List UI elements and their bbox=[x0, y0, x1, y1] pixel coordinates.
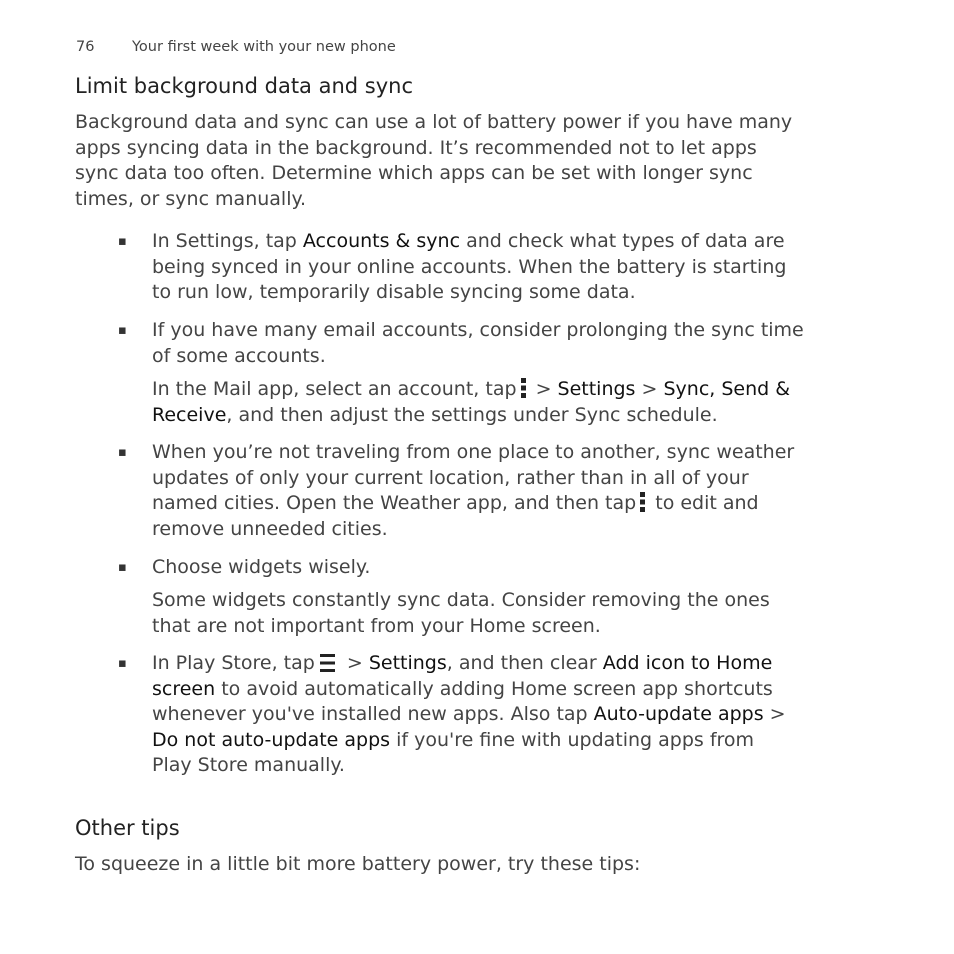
intro-line: Background data and sync can use a lot of battery power if you have many bbox=[75, 111, 793, 133]
ui-label-settings: Settings bbox=[557, 378, 636, 400]
ui-label-settings: Settings bbox=[368, 652, 447, 674]
list-item-text: In Play Store, tap > Settings, and then clear Add icon to Home screen to avoid automatically adding Home screen app shortcuts whenever you've installed new apps. Also tap Auto-update apps > Do not auto-update apps if you're fine with updating apps from Play Store manually. bbox=[152, 652, 786, 776]
intro-line: apps syncing data in the background. It’s recommended not to let apps bbox=[75, 136, 757, 159]
section-intro-paragraph bbox=[75, 110, 875, 212]
menu-dots-icon bbox=[639, 492, 646, 512]
intro-line: times, or sync manually. bbox=[75, 187, 307, 210]
ui-label-accounts-sync: Accounts & sync bbox=[302, 230, 461, 252]
hamburger-icon bbox=[319, 652, 337, 674]
ui-label-receive: Receive bbox=[152, 403, 227, 426]
bullet-marker: ▪ bbox=[118, 323, 127, 338]
list-item-text: When you’re not traveling from one place to another, sync weather updates of only your current location, rather than in all of your named cities. Open the Weather app, and then tap to edit and remove unneeded cities. bbox=[152, 441, 795, 540]
other-tips-intro: To squeeze in a little bit more battery power, try these tips: bbox=[75, 853, 641, 875]
chapter-title: Your first week with your new phone bbox=[132, 39, 396, 55]
ui-label-do-not-auto-update: Do not auto-update apps bbox=[152, 728, 391, 751]
running-header bbox=[76, 39, 396, 55]
bullet-marker: ▪ bbox=[118, 445, 127, 460]
intro-line: sync data too often. Determine which apps can be set with longer sync bbox=[75, 162, 753, 184]
bullet-marker: ▪ bbox=[118, 560, 127, 575]
list-item-text: In Settings, tap Accounts & sync and check what types of data are being synced in your online accounts. When the battery is starting to run low, temporarily disable syncing some data. bbox=[152, 230, 787, 303]
menu-dots-icon bbox=[520, 378, 527, 398]
ui-label-auto-update-apps: Auto-update apps bbox=[593, 703, 764, 725]
list-item-subparagraph: Some widgets constantly sync data. Consider removing the ones that are not important from your Home screen. bbox=[152, 589, 770, 637]
list-item-subparagraph: In the Mail app, select an account, tap > Settings > Sync, Send & Receive, and then adjust the settings under Sync schedule. bbox=[152, 378, 791, 426]
ui-label-sync-send-receive: Sync, Send & bbox=[663, 378, 791, 400]
ui-label-screen: screen bbox=[152, 677, 216, 700]
page-number: 76 bbox=[76, 39, 95, 55]
list-item-text: Choose widgets wisely. bbox=[152, 556, 371, 578]
section-heading-other-tips: Other tips bbox=[75, 816, 180, 840]
bullet-marker: ▪ bbox=[118, 234, 127, 249]
bullet-marker: ▪ bbox=[118, 656, 127, 671]
list-item-text: If you have many email accounts, consider prolonging the sync time of some accounts. bbox=[152, 319, 804, 367]
section-heading-limit-background: Limit background data and sync bbox=[75, 74, 413, 98]
ui-label-add-icon-to-home: Add icon to Home bbox=[602, 652, 773, 674]
